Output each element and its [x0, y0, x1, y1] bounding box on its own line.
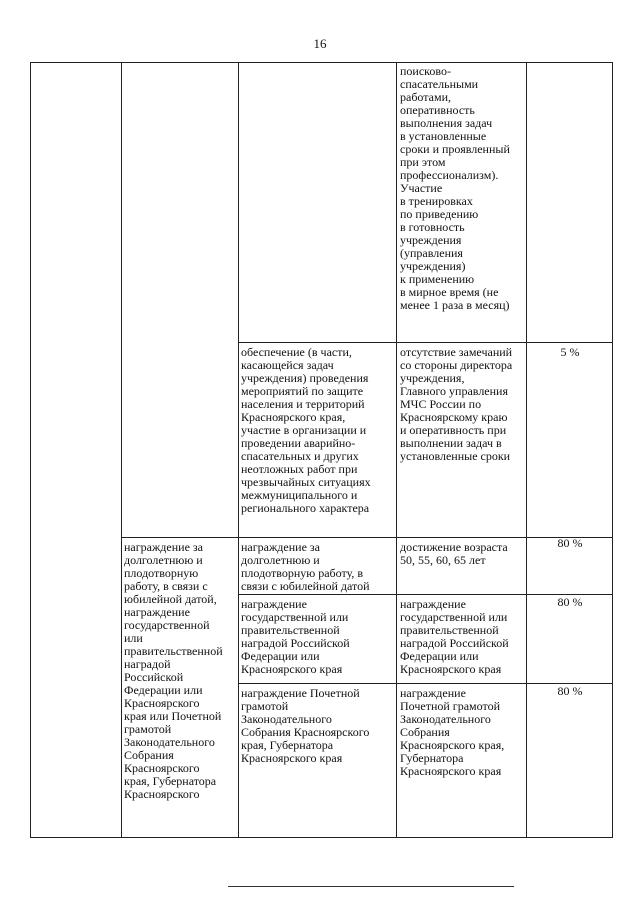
payment-size-4: 80 %	[557, 684, 583, 698]
col-line-2	[238, 62, 239, 838]
row-line-1	[238, 342, 613, 343]
payment-size-2: 80 %	[557, 536, 583, 550]
condition-cell-1: обеспечение (в части, касающейся задач учреждения) проведения мероприятий по защите населения и территорий Красноярского края, участие в организации и проведении аварийно- спасательных и других неотложных работ при чрезвычайных ситуациях межмуниципального и регионального характера	[241, 345, 371, 515]
page-number: 16	[313, 36, 327, 51]
condition-cell-3: награждение государственной или правительственной наградой Российской Федерации или Красноярского края	[241, 597, 350, 676]
row-line-bottom	[30, 837, 613, 838]
condition-cell-2: награждение за долголетнюю и плодотворную работу, в связи с юбилейной датой	[241, 540, 370, 593]
footer-divider	[228, 886, 514, 887]
row-line-3	[238, 594, 613, 595]
row-line-4	[238, 683, 613, 684]
condition-cell-4: награждение Почетной грамотой Законодательного Собрания Красноярского края, Губернатора Красноярского края	[241, 686, 370, 765]
criterion-cell-0: поисково- спасательными работами, оперативность выполнения задач в установленные сроки и проявленный при этом профессионализм). Участие в тренировках по приведению в готовность учреждения (управления учреждения) к применению в мирное время (не менее 1 раза в месяц)	[400, 64, 510, 312]
col-line-1	[121, 62, 122, 838]
criterion-cell-3: награждение государственной или правительственной наградой Российской Федерации или Красноярского края	[400, 597, 509, 676]
criterion-cell-1: отсутствие замечаний со стороны директора учреждения, Главного управления МЧС России по Красноярскому краю и оперативность при выполнении задач в установленные сроки	[400, 345, 513, 463]
payment-size-3: 80 %	[557, 595, 583, 609]
row-line-top	[30, 62, 613, 63]
col-line-5	[612, 62, 613, 838]
col-line-4	[526, 62, 527, 838]
group-label-cell: награждение за долголетнюю и плодотворную работу, в связи с юбилейной датой, награждение государственной или правительственной наградой Российской Федерации или Красноярского края или Почетной грамотой Законодательного Собрания Красноярского края, Губернатора Красноярского	[124, 540, 223, 801]
col-line-0	[30, 62, 31, 838]
criterion-cell-2: достижение возраста 50, 55, 60, 65 лет	[400, 540, 508, 567]
criterion-cell-4: награждение Почетной грамотой Законодательного Собрания Красноярского края, Губернатора Красноярского края	[400, 686, 505, 778]
col-line-3	[396, 62, 397, 838]
payment-size-1: 5 %	[560, 345, 580, 359]
